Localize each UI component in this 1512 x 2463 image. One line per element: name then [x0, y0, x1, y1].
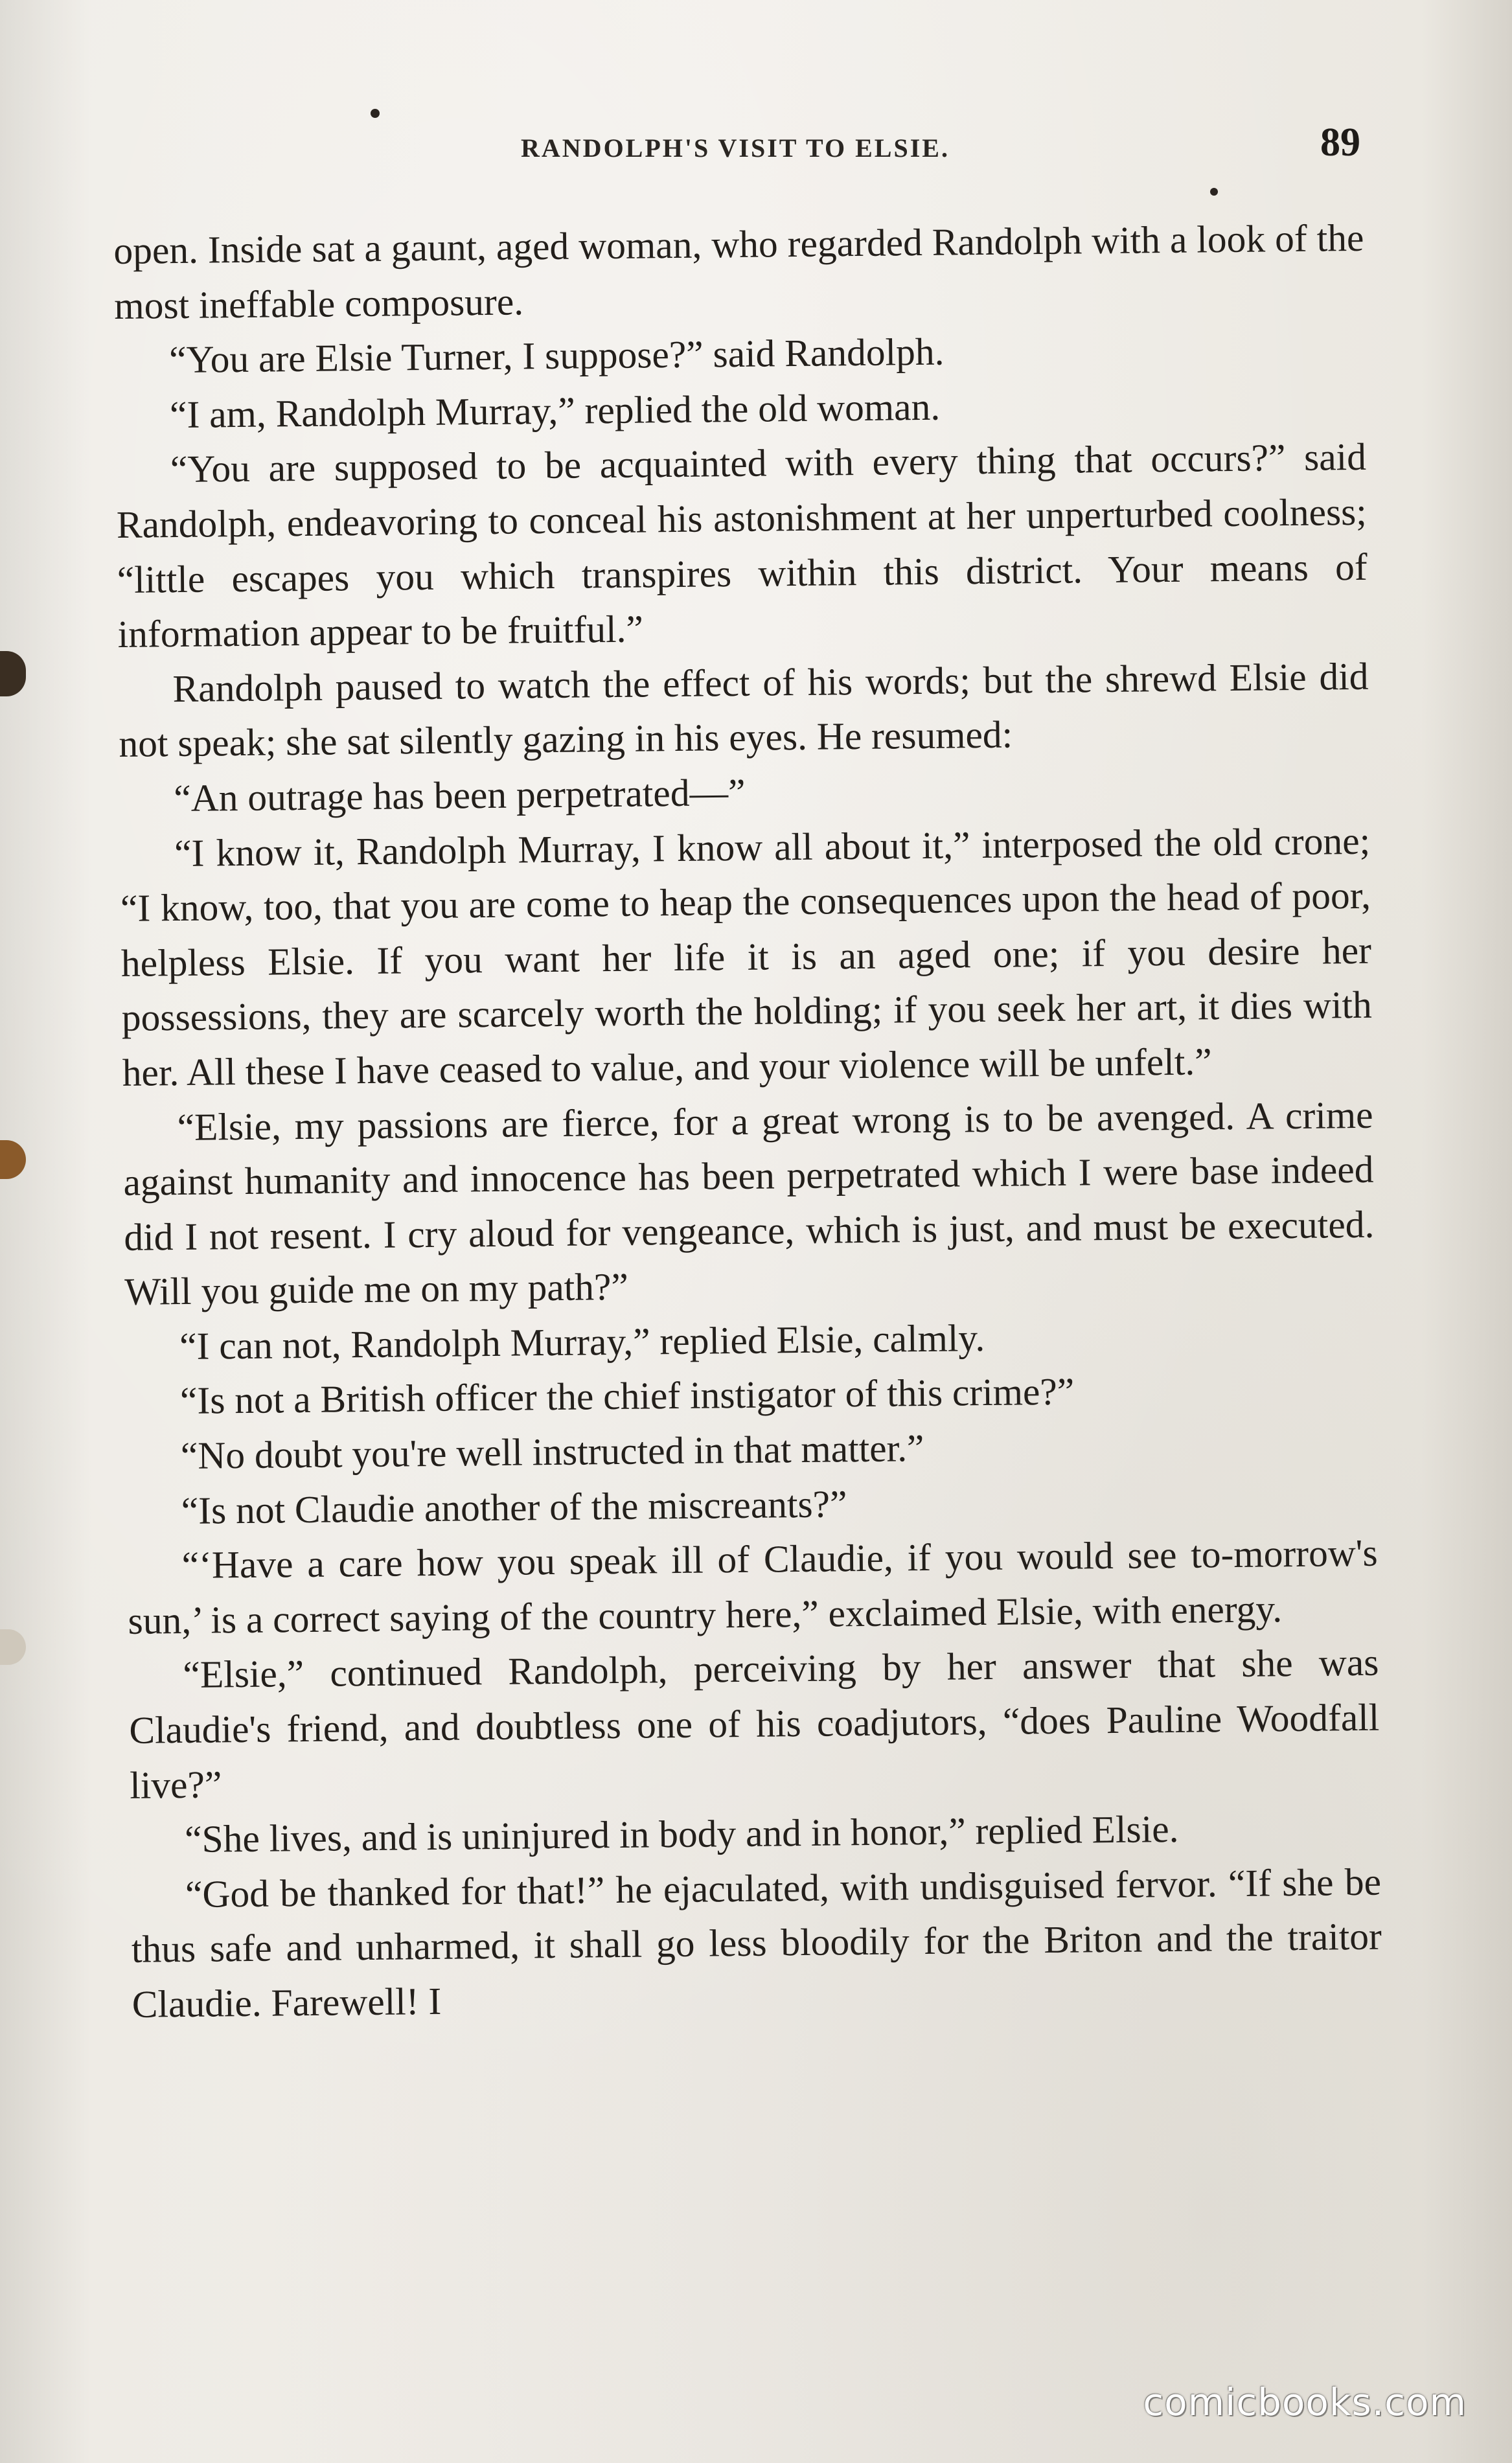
page-header — [110, 120, 1360, 178]
paragraph: “God be thanked for that!” he ejaculated, with undisguised fervor. “If she be thus safe and unharmed, it shall go less bloodily for the Briton and the traitor Claudie. Farewell! I — [131, 1860, 1382, 2026]
paragraph: “You are Elsie Turner, I suppose?” said Randolph. — [168, 330, 945, 382]
paragraph: “Elsie, my passions are fierce, for a great wrong is to be avenged. A crime against humanity and innocence has been perpetrated which I were base indeed did I not resent. I cry aloud for vengeance, which is just, and must be executed. Will you guide me on my path?” — [123, 1093, 1375, 1314]
paragraph: “She lives, and is uninjured in body and in honor,” replied Elsie. — [184, 1807, 1179, 1861]
paragraph: open. Inside sat a gaunt, aged woman, who regarded Randolph with a look of the most ineffable composure. — [113, 216, 1364, 327]
page-number: 89 — [1320, 120, 1360, 165]
paragraph: “Is not Claudie another of the miscreants?” — [181, 1482, 847, 1532]
running-head: RANDOLPH'S VISIT TO ELSIE. — [521, 133, 950, 163]
paragraph: “Elsie,” continued Randolph, perceiving by her answer that she was Claudie's friend, and doubtless one of his coadjutors, “does Pauline Woodfall live?” — [129, 1641, 1380, 1807]
page-edge-damage — [0, 1629, 26, 1665]
page-edge-damage — [0, 651, 26, 696]
paragraph: “You are supposed to be acquainted with every thing that occurs?” said Randolph, endeavoring to conceal his astonishment at her unperturbed coolness; “little escapes you which transpires within this district. Your means of information appear to be fruitful.” — [116, 435, 1368, 656]
watermark: comicbooks.com — [1143, 2380, 1467, 2424]
paragraph: “I can not, Randolph Murray,” replied Elsie, calmly. — [179, 1316, 985, 1368]
page-edge-damage — [0, 1140, 26, 1179]
paragraph: “‘Have a care how you speak ill of Claudie, if you would see to-morrow's sun,’ is a correct saying of the country here,” exclaimed Elsie, with energy. — [128, 1531, 1378, 1642]
body-text — [113, 211, 1386, 2329]
paragraph: Randolph paused to watch the effect of his words; but the shrewd Elsie did not speak; she sat silently gazing in his eyes. He resumed: — [119, 654, 1369, 766]
ink-speck — [371, 109, 380, 118]
ink-speck — [1210, 188, 1218, 196]
paragraph: “I know it, Randolph Murray, I know all about it,” interposed the old crone; “I know, too, that you are come to heap the consequences upon the head of poor, helpless Elsie. If you want her life it is an aged one; if you desire her possessions, they are scarcely worth the holding; if you seek her art, it dies with her. All these I have ceased to value, and your violence will be unfelt.” — [120, 819, 1373, 1094]
paragraph: “Is not a British officer the chief instigator of this crime?” — [179, 1370, 1075, 1423]
paragraph: “No doubt you're well instructed in that matter.” — [180, 1426, 924, 1478]
paragraph: “An outrage has been perpetrated—” — [173, 770, 746, 820]
paragraph: “I am, Randolph Murray,” replied the old woman. — [169, 385, 941, 436]
